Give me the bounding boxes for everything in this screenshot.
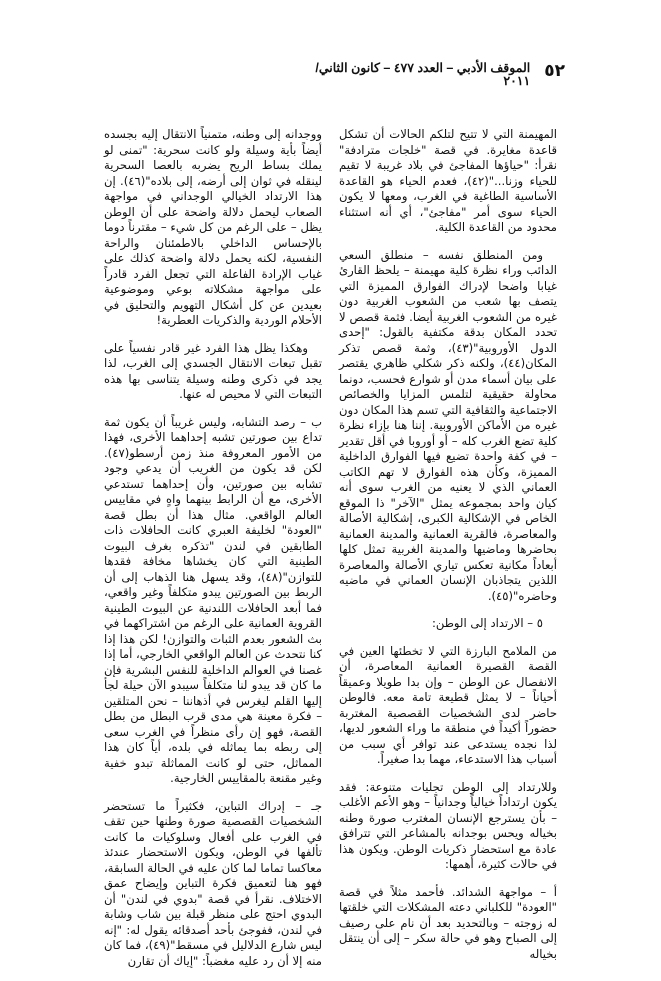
paragraph: أ – مواجهة الشدائد. فأحمد مثلاً في قصة "العودة" للكلباني دعته المشكلات التي خلقتها له زوجته – وبالتحديد بعد أن نام على رصيف إلى الصباح وهو في حالة سكر – إلى أن ينتقل بخياله xyxy=(339,884,557,961)
paragraph: ومن المنطلق نفسه – منطلق السعي الدائب وراء نظرة كلية مهيمنة – يلحظ القارئ غيابا واضحا لإدراك الفوارق المميزة التي يتصف بها شعب من الشعوب الغربية دون غيره من الشعوب الغربية أيضا. فثمة قصص لا تحدد المكان بدقة مكتفية بالقول: "إحدى الدول الأوروبية"(٤٣)، وثمة قصص تذكر المكان(٤٤)، ولكنه ذكر شكلي ظاهري يقتصر على بيان أسماء مدن أو شوارع فحسب، دونما محاولة حقيقية لتلمس المزايا والخصائص الاجتماعية والثقافية التي تسم هذا المكان دون غيره من الأماكن الأوروبية. إننا هنا بإزاء نظرة كلية تضع الغرب كله – أو أوروبا في أقل تقدير – في كفة واحدة تضيع فيها الفوارق الداخلية المميزة، وكأن هذه الفوارق لا تهم الكاتب العماني الذي لا يعنيه من الغرب سوى أنه كيان واحد بمجموعه يمثل "الآخر" ذا الموقع الخاص في الإشكالية الكبرى، إشكالية الأصالة والمعاصرة، فالقرية العمانية والمدينة العمانية بحاضرها وماضيها والمدينة الغربية تمثل كلها أبعاداً مكانية تعكس تياري الأصالة والمعاصرة اللذين يتجاذبان الإنسان العماني في ماضيه وحاضره"(٤٥). xyxy=(339,247,557,603)
paragraph: جـ – إدراك التباين، فكثيراً ما تستحضر الشخصيات القصصية صورة وطنها حين تقف في الغرب على أفعال وسلوكيات ما كانت تألفها في الوطن، ويكون الاستحضار عندئذ معاكسا تماما لما كان عليه في الحالة السابقة، فهو هنا لتعميق فكرة التباين وإيضاح عمق الاختلاف. نقرأ في قصة "بدوي في لندن" أن البدوي احتج على منظر قبلة بين شاب وشابة في لندن، ففوجئ بأحد أصدقائه يقول له: "إنه ليس شارع الدلاليل في مسقط"(٤٩)، فما كان منه إلا أن رد عليه مغضباً: "إياك أن تقارن xyxy=(104,798,322,968)
paragraph: وهكذا يظل هذا الفرد غير قادر نفسياً على تقبل تبعات الانتقال الجسدي إلى الغرب، لذا يجد في ذكرى وطنه وسيلة يتناسى بها هذه التبعات التي لا محيص له عنها. xyxy=(104,340,322,401)
paragraph: ووجدانه إلى وطنه، متمنياً الانتقال إليه بجسده أيضاً بأية وسيلة ولو كانت سحرية: "تمنى لو يملك بساط الريح يضربه بالعصا السحرية لينقله في ثوان إلى أرضه، إلى بلاده"(٤٦). إن هذا الارتداد الخيالي الوجداني في مواجهة الصعاب ليحمل دلالة واضحة على أن الوطن يظل – على الرغم من كل شيء – مقترناً دوما بالإحساس الداخلي بالاطمئنان والراحة النفسية، لكنه يحمل دلالة واضحة كذلك على غياب الإرادة الفاعلة التي تجعل الفرد قادراً على مواجهة مشكلاته بوعي وموضوعية بعيدين عن كل أشكال التهويم والتحليق في الأحلام الوردية والذكريات العطرية! xyxy=(104,127,322,327)
paragraph: من الملامح البارزة التي لا تخطئها العين في القصة القصيرة العمانية المعاصرة، أن الانفصال عن الوطن – وإن بدا طويلا وعميقاً أحياناً – لا يمثل قطيعة تامة معه. فالوطن حاضر لدى الشخصيات القصصية المغتربة حضوراً أكيداً في منطقة ما وراء الشعور لديها، لذا نجده يستدعى عند توافر أي سبب من أسباب هذا الاستدعاء، مهما بدا صغيراً. xyxy=(339,643,557,766)
running-head: الموقف الأدبي – العدد ٤٧٧ – كانون الثاني/ ٢٠١١ xyxy=(315,61,531,88)
section-heading: ٥ – الارتداد إلى الوطن: xyxy=(431,616,543,630)
left-column xyxy=(104,127,322,981)
paragraph: المهيمنة التي لا تتيح لتلكم الحالات أن تشكل قاعدة مغايرة. في قصة "خلجات مترادفة" نقرأ: "حياؤها المفاجئ في بلاد غريبة لا تقيم للحياء وزنا..."(٤٢)، فعدم الحياء هو القاعدة الأساسية الطاغية في الغرب، ومعها لا يكون الحياء سوى أمر "مفاجئ"، أي أنه استثناء محدود من القاعدة الكلية. xyxy=(339,127,557,234)
page-number: ٥٢ xyxy=(544,61,565,81)
right-column xyxy=(339,127,557,974)
page-header xyxy=(100,62,565,88)
paragraph: وللارتداد إلى الوطن تجليات متنوعة: فقد يكون ارتداداً خيالياً وجدانياً – وهو الأعم الأغلب – بأن يسترجع الإنسان المغترب صورة وطنه بخياله ويحس بوجدانه بالمشاعر التي تترافق عادة مع استحضار ذكريات الوطن. ويكون هذا في حالات كثيرة، أهمها: xyxy=(339,779,557,871)
paragraph: ب – رصد التشابه، وليس غريباً أن يكون ثمة تداع بين صورتين تشبه إحداهما الأخرى، فهذا من الأمور المعروفة منذ زمن أرسطو(٤٧). لكن قد يكون من الغريب أن يدعي وجود تشابه بين صورتين، وأن إحداهما تستدعي الأخرى، مع أن الرابط بينهما واهٍ في مقاييس العالم الواقعي. مثال هذا أن بطل قصة "العودة" لخليفة العبري كانت الحافلات ذات الطابقين في لندن "تذكره بغرف البيوت الطينية التي كان يخشاها مخافة فقدها للتوازن"(٤٨)، وقد يسهل هنا الذهاب إلى أن الربط بين الصورتين يبدو متكلفاً وغير واقعي، فما أبعد الحافلات اللندنية عن البيوت الطينية القروية العمانية على الرغم من اشتراكهما في بث الشعور بعدم الثبات والتوازن! لكن هذا إذا كنا نتحدث عن العالم الواقعي الخارجي، أما إذا غصنا في العوالم الداخلية للنفس البشرية فإن ما كان قد يبدو لنا متكلفاً سيبدو الآن حيلة لجأ إليها القلم ليغرس في أذهاننا – نحن المتلقين – فكرة معينة هي مدى قرب البطل من بطل القصة، فهو إن رأى منظراً في الغرب سعى إلى ربطه بما يماثله في بلده، أياً كان هذا المماثل، حتى لو كانت المماثلة تبدو خفية وغير مقنعة بالمقاييس الخارجية. xyxy=(104,414,322,785)
